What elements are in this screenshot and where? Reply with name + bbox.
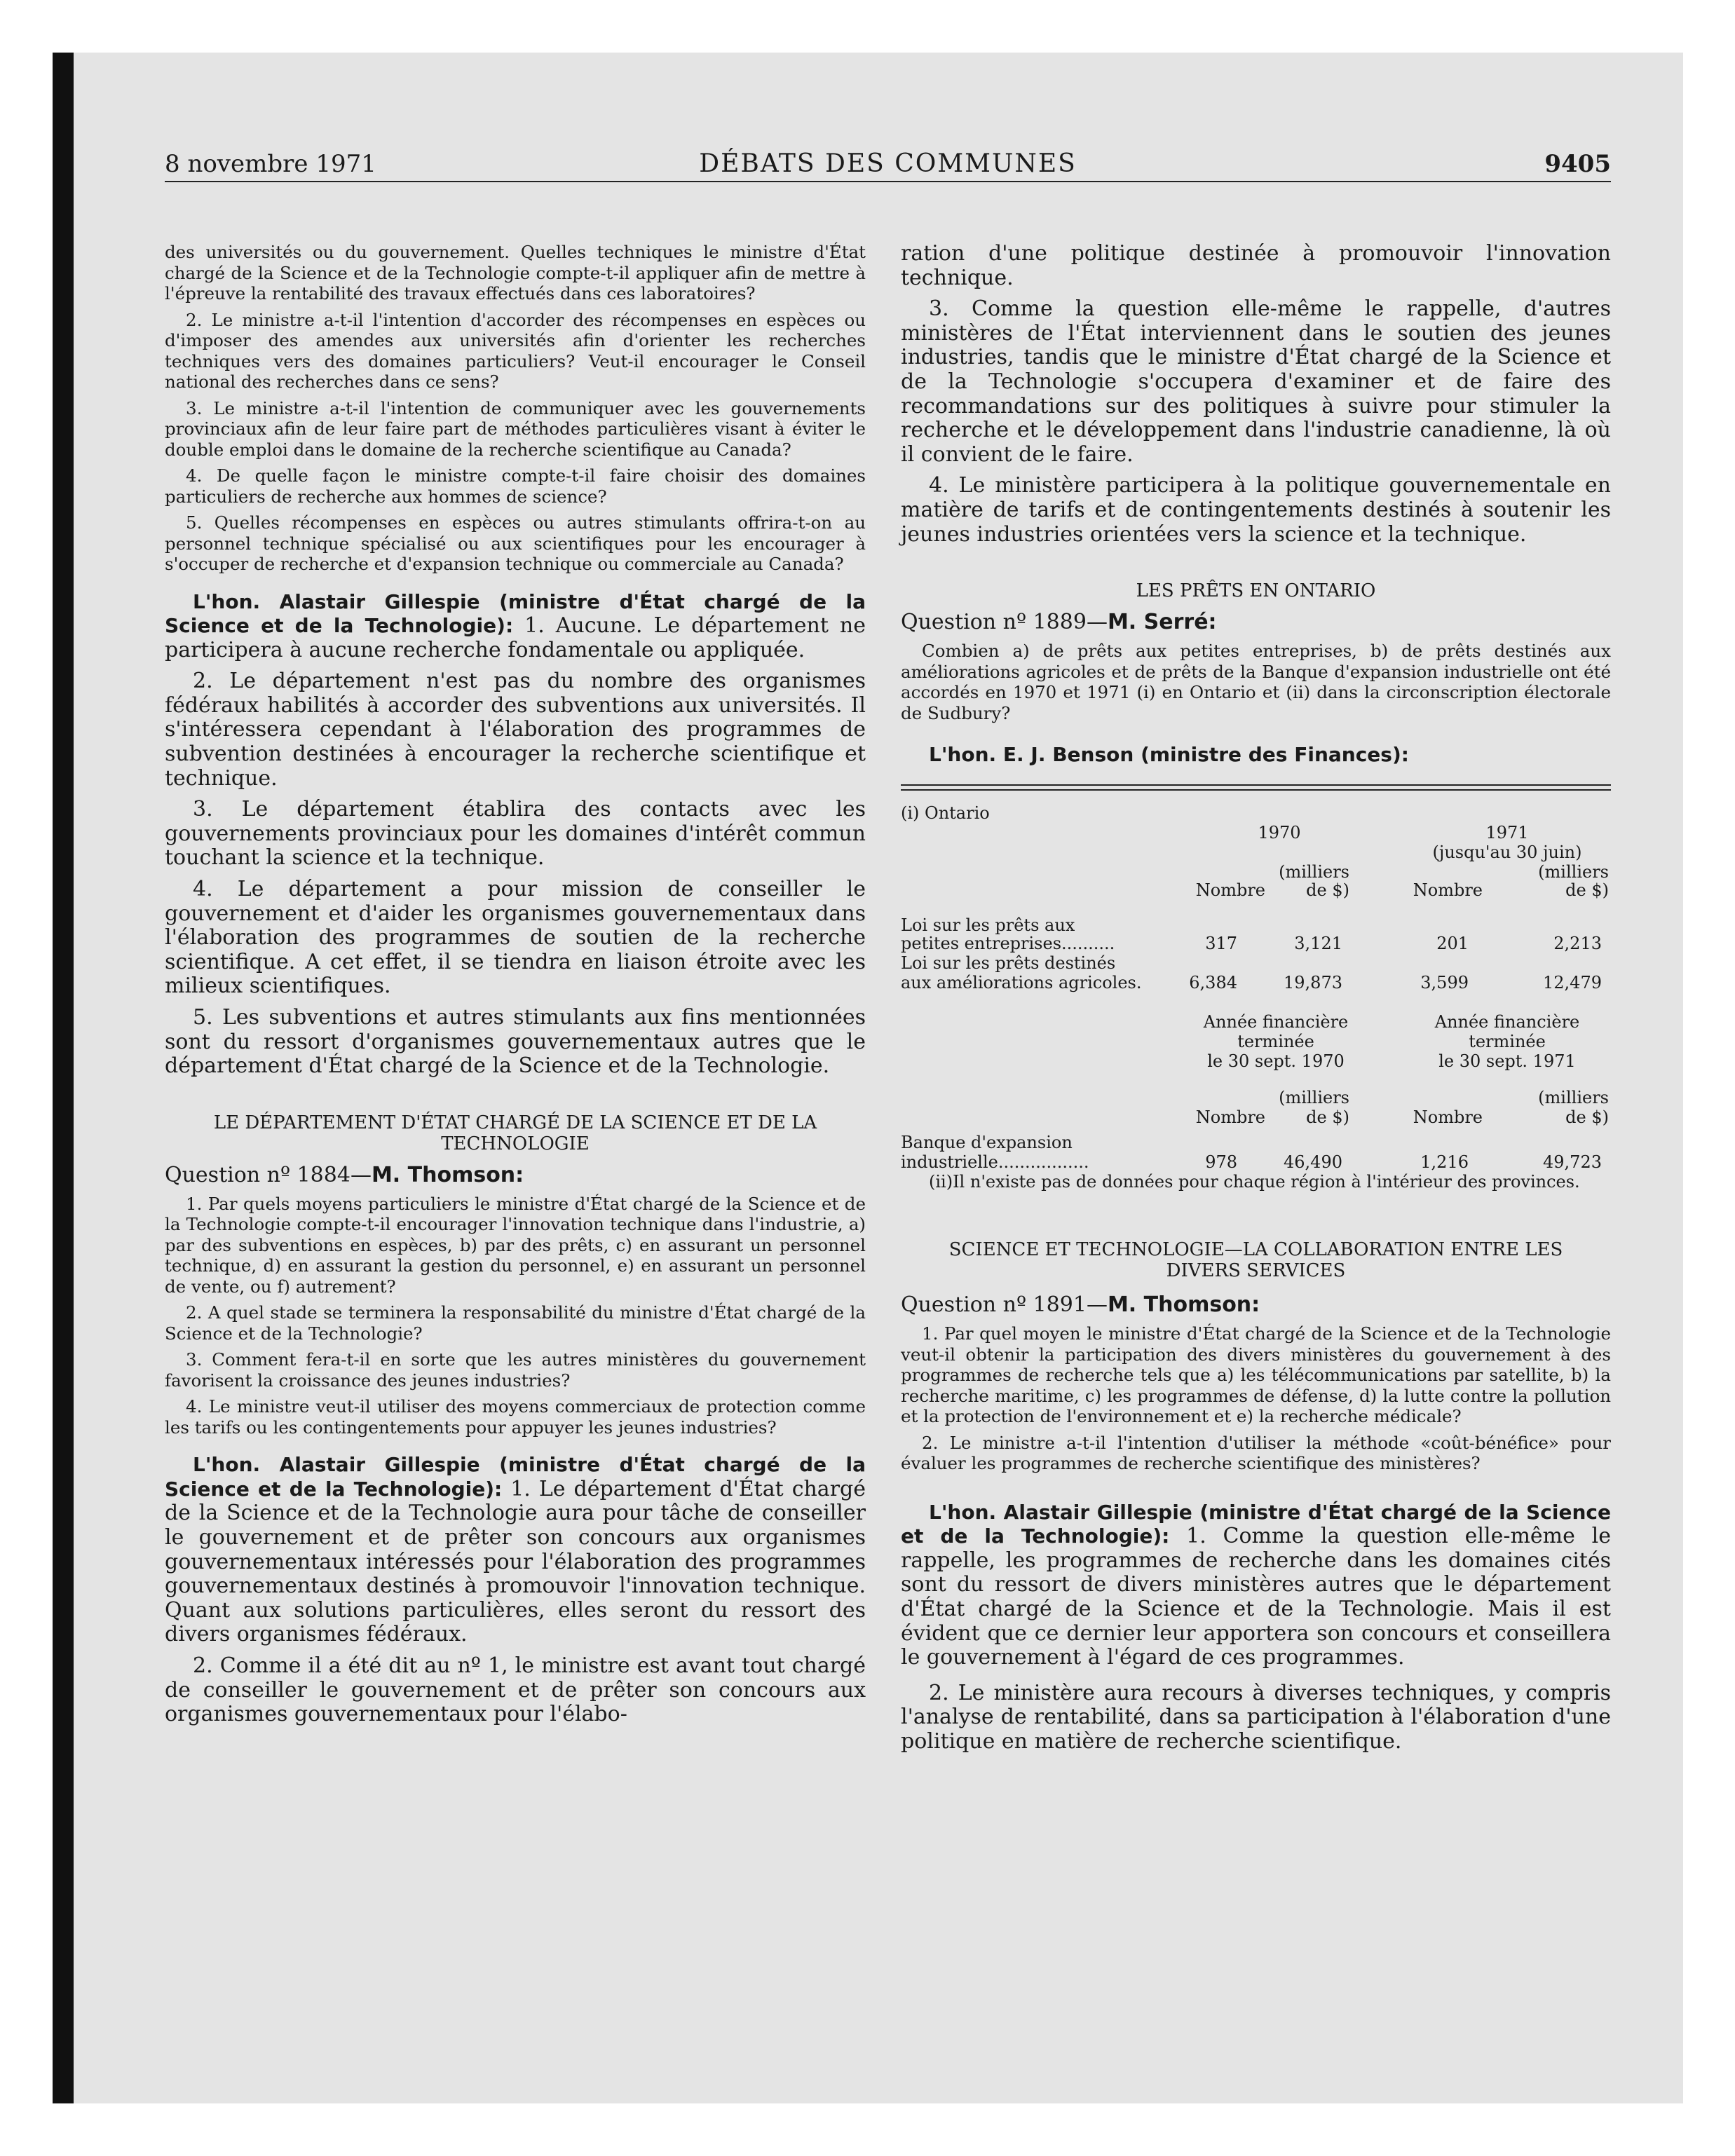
question-text: 3. Comment fera-t-il en sorte que les autres ministères du gouvernement favorisent la croissance des jeunes industries?: [165, 1349, 866, 1391]
section-title: LES PRÊTS EN ONTARIO: [1136, 580, 1376, 602]
table-col-header: de $): [1565, 1107, 1609, 1128]
speaker-name: L'hon. E. J. Benson (ministre des Finances):: [929, 743, 1409, 767]
question-text: 4. De quelle façon le ministre compte-t-il faire choisir des domaines particuliers de recherche aux hommes de science?: [165, 465, 866, 507]
fiscal-year-header: terminée: [1469, 1032, 1546, 1052]
question-text: Combien a) de prêts aux petites entreprises, b) de prêts destinés aux améliorations agricoles et de prêts de la Banque d'expansion industrielle ont été accordés en 1970 et 1971 (i) en Ontario et (ii) dans la circonscription électorale de Sudbury?: [901, 641, 1611, 723]
answer-paragraph: 5. Les subventions et autres stimulants aux fins mentionnées sont du ressort d'organismes gouvernementaux autres que le département d'État chargé de la Science et de la Technologie.: [165, 1005, 866, 1079]
fiscal-year-header: terminée: [1237, 1032, 1314, 1052]
table-col-header: (milliers: [1538, 862, 1609, 882]
answer-paragraph: [901, 1501, 1611, 1670]
answer-paragraph: 3. Comme la question elle-même le rappelle, d'autres ministères de l'État interviennent dans le soutien des jeunes industries, tandis que le ministre d'État chargé de la Science et de la Technologie s'occupera d'examiner et de faire des recommandations sur des politiques à suivre pour stimuler la recherche et le développement dans l'industrie canadienne, là où il convient de le faire.: [901, 296, 1611, 467]
table-col-header: Nombre: [1195, 1107, 1265, 1128]
table-col-header: Nombre: [1195, 880, 1265, 901]
table-row-label: Banque d'expansion: [901, 1133, 1073, 1153]
scan-edge-shadow: [53, 53, 74, 2103]
question-text: 1. Par quel moyen le ministre d'État chargé de la Science et de la Technologie veut-il obtenir la participation des divers ministères du gouvernement à des programmes de recherche tels que a) les télécommunications par satellite, b) la recherche maritime, c) les programmes de défense, d) la lutte contre la pollution et la protection de l'environnement et e) la recherche médicale?: [901, 1323, 1611, 1427]
loans-table: [901, 798, 1611, 1218]
table-row-label: Loi sur les prêts aux: [901, 915, 1075, 936]
table-year-header: 1970: [1258, 823, 1301, 843]
table-row-label: aux améliorations agricoles.: [901, 973, 1142, 993]
speaker-name: L'hon. Alastair Gillespie (ministre d'État chargé de la Science et de la Technologie):: [165, 589, 866, 638]
right-column: [901, 242, 1611, 1761]
table-col-header: (milliers: [1279, 1088, 1349, 1108]
table-cell: 46,490: [1284, 1152, 1342, 1173]
fiscal-year-header: Année financière: [1203, 1012, 1349, 1032]
table-col-header: de $): [1565, 880, 1609, 901]
table-cell: 3,599: [1420, 973, 1469, 993]
table-row-label: industrielle.................: [901, 1152, 1089, 1173]
question-heading: [901, 610, 1611, 635]
question-text: 2. Le ministre a-t-il l'intention d'accorder des récompenses en espèces ou d'imposer des amendes aux universités afin d'orienter les recherches techniques vers des domaines particuliers? Veut-il encourager le Conseil national des recherches dans ce sens?: [165, 309, 866, 392]
question-member: M. Thomson:: [1107, 1292, 1260, 1318]
header-title: DÉBATS DES COMMUNES: [699, 149, 1077, 178]
question-text: 1. Par quels moyens particuliers le ministre d'État chargé de la Science et de la Technologie compte-t-il encourager l'innovation technique dans l'industrie, a) par des subventions en espèces, b) par des prêts, c) en assurant un personnel technique, d) en assurant la gestion du personnel, e) en assurant un personnel de vente, ou f) autrement?: [165, 1193, 866, 1297]
question-number: Question nº 1884—: [165, 1162, 372, 1187]
header-date: 8 novembre 1971: [165, 150, 376, 178]
speaker-name: L'hon. Alastair Gillespie (ministre d'État chargé de la Science et de la Technologie):: [165, 1453, 866, 1501]
table-top-rule: [901, 784, 1611, 786]
question-text: 2. Le ministre a-t-il l'intention d'utiliser la méthode «coût-bénéfice» pour évaluer les programmes de recherche scientifique des ministères?: [901, 1432, 1611, 1474]
question-text: 2. A quel stade se terminera la responsabilité du ministre d'État chargé de la Science et de la Technologie?: [165, 1302, 866, 1344]
answer-text: 1. Le département d'État chargé de la Science et de la Technologie aura pour tâche de conseiller le gouvernement et de prêter son concours aux organismes gouvernementaux intéressés pour l'élaboration des programmes gouvernementaux destinés à promouvoir l'innovation technique. Quant aux solutions particulières, elles seront du ressort des divers organismes fédéraux.: [165, 1476, 866, 1647]
table-region-label: (i) Ontario: [901, 803, 990, 824]
answer-paragraph: 4. Le ministère participera à la politique gouvernementale en matière de tarifs et de contingentements destinés à soutenir les jeunes industries orientées vers la science et la technique.: [901, 473, 1611, 547]
answer-paragraph: ration d'une politique destinée à promouvoir l'innovation technique.: [901, 241, 1611, 290]
table-year-header: 1971: [1485, 823, 1529, 843]
header-page-number: 9405: [1544, 150, 1611, 178]
table-col-header: (milliers: [1279, 862, 1349, 882]
table-col-header: de $): [1306, 1107, 1349, 1128]
fiscal-year-header: Année financière: [1434, 1012, 1580, 1032]
speaker-name: L'hon. Alastair Gillespie (ministre d'État chargé de la Science et de la Technologie):: [901, 1500, 1611, 1548]
answer-paragraph: 2. Le département n'est pas du nombre des organismes fédéraux habilités à accorder des subventions aux universités. Il s'intéressera cependant à l'élaboration des programmes de subvention destinées à encourager la recherche scientifique et technique.: [165, 669, 866, 791]
fiscal-year-header: le 30 sept. 1970: [1207, 1051, 1345, 1072]
table-col-header: de $): [1306, 880, 1349, 901]
question-heading: [901, 1292, 1611, 1318]
table-cell: 317: [1205, 934, 1237, 954]
question-number: Question nº 1889—: [901, 610, 1108, 635]
question-text: 5. Quelles récompenses en espèces ou autres stimulants offrira-t-on au personnel technique spécialisé ou aux scientifiques pour les encourager à s'occuper de recherche et d'expansion technique ou commerciale au Canada?: [165, 512, 866, 574]
section-title: LE DÉPARTEMENT D'ÉTAT CHARGÉ DE LA SCIENCE ET DE LA TECHNOLOGIE: [213, 1112, 817, 1154]
table-cell: 6,384: [1189, 973, 1237, 993]
question-member: M. Thomson:: [371, 1162, 524, 1187]
table-cell: 49,723: [1543, 1152, 1602, 1173]
answer-paragraph: 4. Le département a pour mission de conseiller le gouvernement et d'aider les organismes gouvernementaux dans l'élaboration des programmes de soutien de la recherche scientifique. A cet effet, il se tiendra en liaison étroite avec les milieux scientifiques.: [165, 877, 866, 999]
table-cell: 201: [1436, 934, 1469, 954]
answer-paragraph: 2. Comme il a été dit au nº 1, le ministre est avant tout chargé de conseiller le gouvernement et de prêter son concours aux organismes gouvernementaux pour l'élabo-: [165, 1653, 866, 1727]
table-col-header: (milliers: [1538, 1088, 1609, 1108]
table-col-header: Nombre: [1413, 880, 1483, 901]
question-text: 3. Le ministre a-t-il l'intention de communiquer avec les gouvernements provinciaux afin de leur faire part de méthodes particulières visant à éviter le double emploi dans le domaine de la recherche scientifique au Canada?: [165, 397, 866, 460]
question-text: 4. Le ministre veut-il utiliser des moyens commerciaux de protection comme les tarifs ou les contingentements pour appuyer les jeunes industries?: [165, 1396, 866, 1438]
table-cell: 12,479: [1543, 973, 1602, 993]
question-number: Question nº 1891—: [901, 1292, 1108, 1318]
table-cell: 3,121: [1294, 934, 1342, 954]
answer-text: 1. Aucune. Le département ne participera à aucune recherche fondamentale ou appliquée.: [165, 613, 866, 662]
table-year-note: (jusqu'au 30 juin): [1432, 842, 1582, 863]
table-cell: 19,873: [1284, 973, 1342, 993]
question-member: M. Serré:: [1107, 610, 1217, 635]
answer-paragraph: [165, 590, 866, 663]
table-cell: 978: [1205, 1152, 1237, 1173]
answer-paragraph: [165, 1453, 866, 1647]
left-column: [165, 242, 866, 1734]
question-text: des universités ou du gouvernement. Quelles techniques le ministre d'État chargé de la Science et de la Technologie compte-t-il appliquer afin de mettre à l'épreuve la rentabilité des travaux effectués dans ces laboratoires?: [165, 242, 866, 303]
table-cell: 2,213: [1553, 934, 1602, 954]
question-heading: [165, 1163, 866, 1188]
answer-text: 1. Comme la question elle-même le rappelle, les programmes de recherche dans les domaines cités sont du ressort de divers ministères autres que le département d'État chargé de la Science et de la Technologie. Mais il est évident que ce dernier leur apportera son concours et conseillera le gouvernement à l'égard de ces programmes.: [901, 1524, 1611, 1670]
table-cell: 1,216: [1420, 1152, 1469, 1173]
page-header: [165, 149, 1611, 182]
fiscal-year-header: le 30 sept. 1971: [1438, 1051, 1576, 1072]
table-top-rule: [901, 789, 1611, 791]
answer-paragraph: 3. Le département établira des contacts avec les gouvernements provinciaux pour les domaines d'intérêt commun touchant la science et la technique.: [165, 797, 866, 871]
table-col-header: Nombre: [1413, 1107, 1483, 1128]
table-footnote: (ii)Il n'existe pas de données pour chaque région à l'intérieur des provinces.: [929, 1172, 1580, 1192]
table-row-label: petites entreprises..........: [901, 934, 1115, 954]
table-row-label: Loi sur les prêts destinés: [901, 953, 1116, 974]
answer-paragraph: 2. Le ministère aura recours à diverses techniques, y compris l'analyse de rentabilité, dans sa participation à l'élaboration d'une politique en matière de recherche scientifique.: [901, 1680, 1611, 1754]
section-title: SCIENCE ET TECHNOLOGIE—LA COLLABORATION ENTRE LES DIVERS SERVICES: [948, 1239, 1563, 1282]
